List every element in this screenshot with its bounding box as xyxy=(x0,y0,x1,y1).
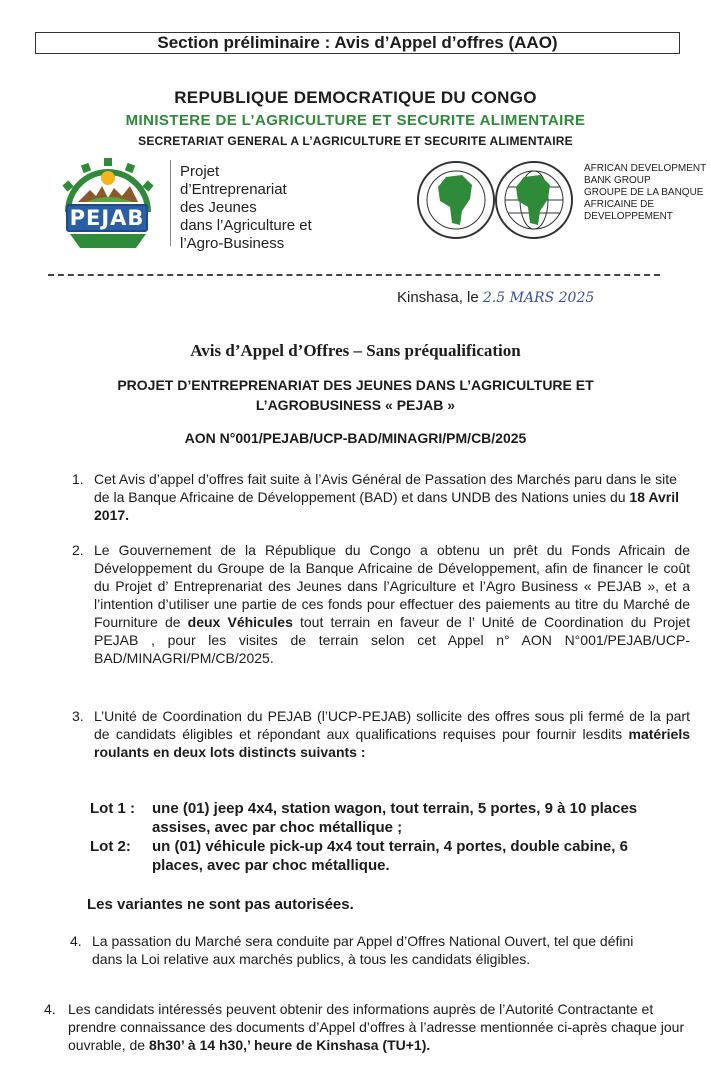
paragraph-1 xyxy=(72,470,690,524)
project-name-line: Projet xyxy=(180,163,220,180)
project-name-line: dans l’Agriculture et xyxy=(180,217,312,234)
pejab-badge: PEJAB xyxy=(66,204,148,232)
afdb-line: BANK GROUP xyxy=(584,175,651,186)
paragraph-number: 1. xyxy=(72,471,84,487)
tender-reference: AON N°001/PEJAB/UCP-BAD/MINAGRI/PM/CB/2025 xyxy=(184,430,527,446)
paragraph-4a xyxy=(70,932,662,968)
project-full-line: PROJET D’ENTREPRENARIAT DES JEUNES DANS L’AGRICULTURE ET xyxy=(117,377,594,393)
notice-title: Avis d’Appel d’Offres – Sans préqualification xyxy=(190,341,521,360)
afdb-line: AFRICAINE DE xyxy=(584,199,655,210)
paragraph-bold: matériels roulants en deux lots distincts suivants : xyxy=(94,726,690,760)
paragraph-number: 2. xyxy=(72,542,84,558)
paragraph-4b xyxy=(44,1000,690,1054)
paragraph-3 xyxy=(72,707,690,761)
handwritten-date: 2.5 MARS 2025 xyxy=(482,290,595,306)
lot-text: une (01) jeep 4x4, station wagon, tout terrain, 5 portes, 9 à 10 places assises, avec par choc métallique ; xyxy=(152,800,638,836)
afdb-line: DEVELOPPEMENT xyxy=(584,211,673,222)
adf-seal-icon xyxy=(418,162,494,238)
variants-note: Les variantes ne sont pas autorisées. xyxy=(87,896,354,913)
afdb-line: AFRICAN DEVELOPMENT xyxy=(584,163,707,174)
afdb-globe-icon xyxy=(496,162,572,238)
project-name-line: d’Entreprenariat xyxy=(180,181,287,198)
paragraph-number: 4. xyxy=(70,933,82,949)
paragraph-bold: 8h30’ à 14 h30,’ heure de Kinshasa (TU+1). xyxy=(148,1037,431,1053)
project-name-block xyxy=(180,163,312,253)
project-full-name xyxy=(0,375,711,415)
section-title: Section préliminaire : Avis d’Appel d’offres (AAO) xyxy=(157,33,558,52)
ministry-heading: MINISTERE DE L’AGRICULTURE ET SECURITE ALIMENTAIRE xyxy=(125,112,586,129)
afdb-line: GROUPE DE LA BANQUE xyxy=(584,187,704,198)
lot-item xyxy=(90,837,670,875)
afdb-name-block xyxy=(584,163,706,223)
afdb-seals xyxy=(416,155,576,245)
pejab-logo xyxy=(56,152,160,252)
paragraph-bold: deux Véhicules xyxy=(187,614,293,630)
place-date xyxy=(397,289,594,306)
logo-divider xyxy=(170,160,171,246)
lot-item xyxy=(90,799,670,837)
paragraph-2 xyxy=(72,541,690,667)
paragraph-text: Cet Avis d’appel d’offres fait suite à l’Avis Général de Passation des Marchés paru dans le site de la Banque Africaine de Développement (BAD) et dans UNDB des Nations unies du xyxy=(94,471,677,505)
section-title-box xyxy=(35,32,680,54)
paragraph-number: 3. xyxy=(72,708,84,724)
lot-label: Lot 1 : xyxy=(90,800,135,817)
secretariat-heading: SECRETARIAT GENERAL A L’AGRICULTURE ET SECURITE ALIMENTAIRE xyxy=(138,134,573,148)
project-name-line: l’Agro-Business xyxy=(180,235,285,252)
lot-label: Lot 2: xyxy=(90,838,131,855)
paragraph-text: Le Gouvernement de la République du Congo a obtenu un prêt du Fonds Africain de Développement du Groupe de la Banque Africaine de Développement, afin de financer le coût du Projet d’ Entreprenariat des Jeunes dans l’Agriculture et l’Agro Business « PEJAB », et a l’intention d’utiliser une partie de ces fonds pour effectuer des paiements au titre du Marché de Fourniture de xyxy=(94,542,690,630)
pejab-gear-icon xyxy=(56,152,160,252)
project-full-line: L’AGROBUSINESS « PEJAB » xyxy=(255,397,456,413)
republic-heading: REPUBLIQUE DEMOCRATIQUE DU CONGO xyxy=(174,88,537,107)
place-label: Kinshasa, le xyxy=(397,289,479,306)
lots-list xyxy=(90,799,670,875)
lot-text: un (01) véhicule pick-up 4x4 tout terrain, 4 portes, double cabine, 6 places, avec par choc métallique. xyxy=(152,838,628,874)
paragraph-text: L’Unité de Coordination du PEJAB (l’UCP-PEJAB) sollicite des offres sous pli fermé de la part de candidats éligibles et répondant aux qualifications requises pour fournir lesdits xyxy=(94,708,690,742)
paragraph-text: tout terrain en faveur de l’ Unité de Coordination du Projet PEJAB , pour les visites de terrain selon cet Appel n° AON N°001/PEJAB/UCP-BAD/MINAGRI/PM/CB/2025. xyxy=(94,614,690,666)
paragraph-bold: 18 Avril 2017. xyxy=(94,489,679,523)
paragraph-text: Les candidats intéressés peuvent obtenir des informations auprès de l’Autorité Contractante et prendre connaissance des documents d’Appel d’offres à l’adresse mentionnée ci-après chaque jour ouvrable, de xyxy=(68,1001,685,1053)
project-name-line: des Jeunes xyxy=(180,199,257,216)
header-divider xyxy=(48,274,660,276)
paragraph-number: 4. xyxy=(44,1001,56,1017)
paragraph-text: La passation du Marché sera conduite par Appel d’Offres National Ouvert, tel que défini dans la Loi relative aux marchés publics, à tous les candidats éligibles. xyxy=(92,933,634,967)
